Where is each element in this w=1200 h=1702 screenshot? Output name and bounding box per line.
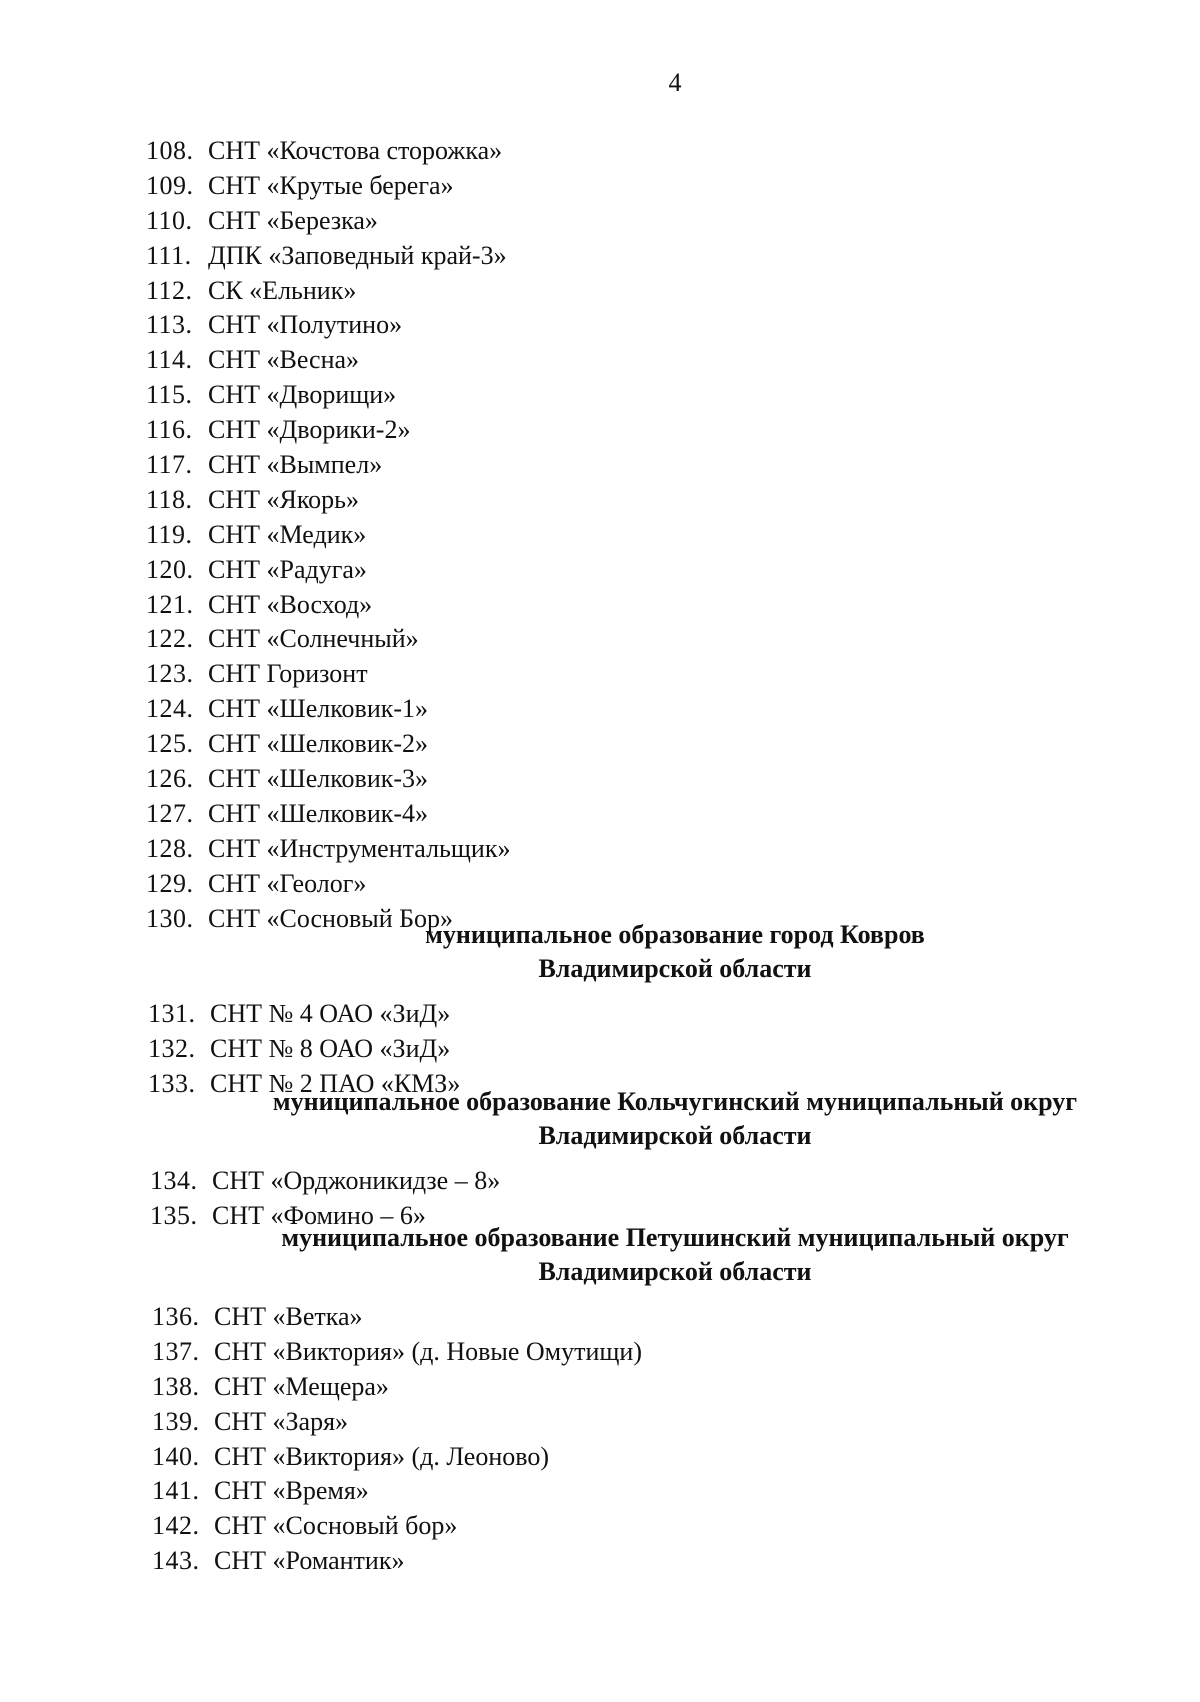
list-item bbox=[0, 239, 1200, 274]
list-item-name: СНТ «Солнечный» bbox=[208, 624, 419, 654]
list-item-number: 140. bbox=[152, 1441, 200, 1471]
list-item bbox=[0, 1370, 1200, 1405]
list-item-name: СНТ «Шелковик-1» bbox=[208, 694, 429, 724]
list-item bbox=[0, 797, 1200, 832]
list-item-name: СНТ «Инструментальщик» bbox=[208, 833, 511, 863]
list-item-name: СНТ «Шелковик-2» bbox=[208, 729, 429, 759]
list-item-name: СНТ «Орджоникидзе – 8» bbox=[212, 1166, 501, 1195]
list-item-name: СНТ «Восход» bbox=[208, 589, 373, 619]
list-item bbox=[0, 622, 1200, 657]
list-item-number: 120. bbox=[146, 554, 194, 584]
list-item-name: СК «Ельник» bbox=[208, 275, 357, 305]
list-item bbox=[0, 832, 1200, 867]
list-item-name: СНТ «Шелковик-3» bbox=[208, 764, 429, 794]
list-item-name: СНТ «Виктория» (д. Новые Омутищи) bbox=[214, 1336, 642, 1366]
list-item-name: СНТ «Кочстова сторожка» bbox=[208, 136, 503, 165]
list-item-number: 126. bbox=[146, 764, 194, 794]
list-item bbox=[0, 308, 1200, 343]
list-item-number: 141. bbox=[152, 1476, 200, 1506]
list-item-name: СНТ № 4 ОАО «ЗиД» bbox=[210, 999, 451, 1028]
list-item bbox=[0, 1509, 1200, 1544]
list-item-number: 138. bbox=[152, 1371, 200, 1401]
list-item-number: 143. bbox=[152, 1546, 200, 1576]
list-item-number: 114. bbox=[146, 345, 193, 375]
list-item-number: 133. bbox=[148, 1068, 196, 1098]
list-item-name: СНТ Горизонт bbox=[208, 659, 368, 689]
section-heading-line: Владимирской области bbox=[538, 954, 812, 983]
list-item-name: СНТ «Медик» bbox=[208, 519, 367, 549]
list-item bbox=[0, 1474, 1200, 1509]
list-item-number: 118. bbox=[146, 484, 193, 514]
list-item-name: СНТ «Шелковик-4» bbox=[208, 798, 429, 828]
list-item-name: СНТ «Полутино» bbox=[208, 310, 403, 340]
list-item-name: СНТ № 8 ОАО «ЗиД» bbox=[210, 1033, 451, 1063]
list-item-name: СНТ «Романтик» bbox=[214, 1546, 405, 1576]
list-item-name: СНТ «Фомино – 6» bbox=[212, 1200, 426, 1230]
list-item-name: СНТ «Виктория» (д. Леоново) bbox=[214, 1441, 549, 1471]
list-item-number: 109. bbox=[146, 170, 194, 200]
list-item-number: 110. bbox=[146, 205, 193, 235]
list-item-number: 139. bbox=[152, 1406, 200, 1436]
list-item bbox=[0, 204, 1200, 239]
section-heading-line: муниципальное образование город Ковров bbox=[425, 920, 925, 949]
list-item bbox=[0, 378, 1200, 413]
list-item-number: 128. bbox=[146, 833, 194, 863]
list-item-name: СНТ «Крутые берега» bbox=[208, 170, 454, 200]
list-item bbox=[0, 762, 1200, 797]
list-block bbox=[0, 1300, 1200, 1579]
list-item bbox=[0, 134, 1200, 169]
list-item-number: 113. bbox=[146, 310, 193, 340]
list-item-number: 124. bbox=[146, 694, 194, 724]
list-item bbox=[0, 413, 1200, 448]
list-item bbox=[0, 657, 1200, 692]
list-item-number: 119. bbox=[146, 519, 193, 549]
list-item-name: СНТ «Время» bbox=[214, 1476, 369, 1506]
list-item-name: СНТ «Весна» bbox=[208, 345, 360, 375]
list-item bbox=[0, 1164, 1200, 1199]
list-item-number: 129. bbox=[146, 868, 194, 898]
list-item-number: 117. bbox=[146, 450, 193, 480]
list-item bbox=[0, 867, 1200, 902]
list-item bbox=[0, 727, 1200, 762]
list-item bbox=[0, 274, 1200, 309]
section-heading bbox=[0, 1085, 1200, 1153]
list-item-number: 115. bbox=[146, 380, 193, 410]
section-heading-line: муниципальное образование Кольчугинский муниципальный округ bbox=[272, 1087, 1078, 1116]
list-item bbox=[0, 1544, 1200, 1579]
list-item-name: СНТ «Вымпел» bbox=[208, 450, 383, 480]
list-item-number: 111. bbox=[146, 240, 192, 270]
list-item-name: СНТ «Березка» bbox=[208, 205, 378, 235]
list-item-name: СНТ «Ветка» bbox=[214, 1302, 363, 1331]
list-item bbox=[0, 1032, 1200, 1067]
list-item-name: СНТ «Сосновый Бор» bbox=[208, 903, 454, 933]
list-item-number: 125. bbox=[146, 729, 194, 759]
list-item-name: СНТ «Дворики-2» bbox=[208, 415, 411, 445]
section-heading-line: муниципальное образование Петушинский муниципальный округ bbox=[281, 1223, 1069, 1252]
list-item-number: 121. bbox=[146, 589, 194, 619]
list-item-name: СНТ «Дворищи» bbox=[208, 380, 397, 410]
list-item bbox=[0, 997, 1200, 1032]
list-item-name: СНТ «Якорь» bbox=[208, 484, 360, 514]
list-item-number: 135. bbox=[150, 1200, 198, 1230]
list-item-number: 122. bbox=[146, 624, 194, 654]
list-item-name: СНТ «Мещера» bbox=[214, 1371, 389, 1401]
list-item-number: 116. bbox=[146, 415, 193, 445]
list-item-number: 136. bbox=[152, 1302, 200, 1331]
list-item-name: СНТ «Радуга» bbox=[208, 554, 367, 584]
list-item bbox=[0, 553, 1200, 588]
list-item bbox=[0, 343, 1200, 378]
list-item bbox=[0, 518, 1200, 553]
list-item bbox=[0, 1440, 1200, 1475]
section-heading-line: Владимирской области bbox=[538, 1121, 812, 1150]
list-item-name: СНТ «Сосновый бор» bbox=[214, 1511, 458, 1541]
page-number: 4 bbox=[668, 68, 682, 97]
list-block bbox=[0, 134, 1200, 936]
list-item bbox=[0, 692, 1200, 727]
list-item bbox=[0, 1335, 1200, 1370]
list-item-number: 134. bbox=[150, 1166, 198, 1195]
list-item bbox=[0, 1405, 1200, 1440]
list-item-number: 123. bbox=[146, 659, 194, 689]
list-item-number: 127. bbox=[146, 798, 194, 828]
list-item bbox=[0, 169, 1200, 204]
list-item-name: СНТ «Геолог» bbox=[208, 868, 367, 898]
list-item-name: ДПК «Заповедный край-3» bbox=[208, 240, 507, 270]
list-item bbox=[0, 483, 1200, 518]
list-item-number: 137. bbox=[152, 1336, 200, 1366]
section-heading-line: Владимирской области bbox=[538, 1257, 812, 1286]
list-item bbox=[0, 588, 1200, 623]
list-item-number: 131. bbox=[148, 999, 196, 1028]
section-heading bbox=[0, 918, 1200, 986]
list-item-number: 112. bbox=[146, 275, 193, 305]
list-item-name: СНТ № 2 ПАО «КМЗ» bbox=[210, 1068, 461, 1098]
list-item-name: СНТ «Заря» bbox=[214, 1406, 349, 1436]
list-item-number: 130. bbox=[146, 903, 194, 933]
list-item-number: 108. bbox=[146, 136, 194, 165]
list-item-number: 132. bbox=[148, 1033, 196, 1063]
section-heading bbox=[0, 1221, 1200, 1289]
list-item-number: 142. bbox=[152, 1511, 200, 1541]
list-item bbox=[0, 448, 1200, 483]
list-item bbox=[0, 1300, 1200, 1335]
